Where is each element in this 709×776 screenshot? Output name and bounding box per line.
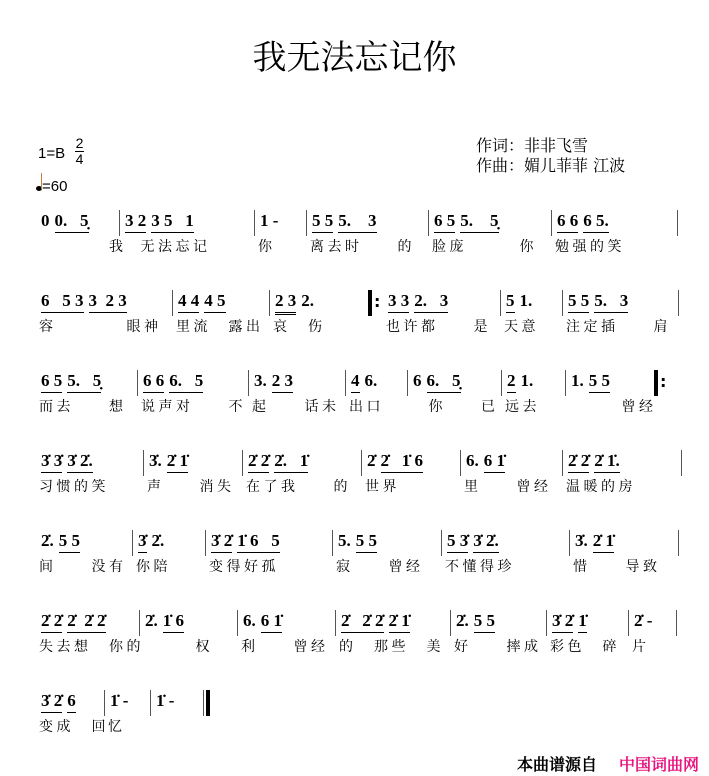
note-group: 2̇. <box>145 611 158 630</box>
lyric-text: 注定插 肩 <box>566 319 671 335</box>
note-group: 5. 3 <box>594 290 628 313</box>
barline <box>441 530 442 556</box>
measure-notes <box>388 290 453 313</box>
measure-notes <box>41 450 98 473</box>
note-group: 3̇. <box>149 451 162 470</box>
barline <box>104 690 105 716</box>
barline <box>428 210 429 236</box>
measure-notes <box>413 370 466 393</box>
measure <box>35 690 109 750</box>
barline <box>562 290 563 316</box>
measure <box>306 210 428 270</box>
measure-notes <box>41 370 106 393</box>
barline <box>237 610 238 636</box>
barline <box>254 210 255 236</box>
measure-notes <box>110 690 133 712</box>
measure <box>172 290 269 350</box>
note-group: 3̇. <box>575 531 588 550</box>
barline <box>269 290 270 316</box>
note-group: 5. <box>338 531 351 550</box>
measure-notes <box>557 210 614 233</box>
measure-notes <box>575 530 619 553</box>
measure-notes <box>571 370 615 393</box>
note-group: 2̇. 1̇ <box>274 450 308 473</box>
lyric-text: 离去时 的 <box>310 239 415 255</box>
barline <box>242 450 243 476</box>
measure-notes <box>138 530 169 553</box>
measure <box>248 370 345 430</box>
measure <box>150 690 203 750</box>
lyric-text: 曾经 <box>569 399 657 415</box>
lyric-text: 彩色 碎 <box>550 639 620 655</box>
measure-notes <box>145 610 189 633</box>
note-group: 1̇ - <box>156 691 175 710</box>
lyric-text: 忆 <box>108 719 126 735</box>
note-group: 6 6 <box>143 370 164 393</box>
final-barline-thick <box>206 690 210 716</box>
measure <box>104 690 150 750</box>
lyricist: 作词：非非飞雪 <box>476 136 589 155</box>
measure <box>441 530 569 590</box>
measure-notes <box>634 610 657 632</box>
lyric-text: 失去想 你的 <box>39 639 144 655</box>
note-group: 2̇ 2̇ 2̇ <box>341 610 384 633</box>
measure <box>254 210 306 270</box>
lyric-text: 里 曾经 <box>464 479 552 495</box>
measure <box>35 530 132 590</box>
note-group: 5 5 <box>59 530 80 553</box>
measure <box>569 530 678 590</box>
song-title: 我无法忘记你 <box>252 38 457 78</box>
lyric-text: 无法忘记 <box>123 239 211 255</box>
note-group: 5 5 <box>589 370 610 393</box>
repeat-start-barline <box>368 290 372 316</box>
barline <box>676 610 677 636</box>
note-group: 3̇ 3̇ <box>41 450 62 473</box>
final-barline-thin <box>203 690 204 716</box>
lyric-text: 不懂得珍 <box>445 559 515 575</box>
barline <box>139 610 140 636</box>
score-row <box>0 370 709 430</box>
lyric-text: 你陪 <box>136 559 171 575</box>
note-group: 6. <box>466 451 479 470</box>
measure <box>132 530 205 590</box>
measure-notes <box>568 450 625 473</box>
barline <box>460 450 461 476</box>
lyric-text: 天意 <box>504 319 539 335</box>
note-group: 2̇ 1̇ <box>389 610 410 633</box>
note-group: 2. <box>301 291 314 310</box>
note-group: 2̇ 1̇ <box>593 530 614 553</box>
measure <box>361 450 460 510</box>
measure <box>237 610 335 670</box>
barline <box>501 370 502 396</box>
barline <box>172 290 173 316</box>
note-group: 3 5 1 <box>151 210 194 233</box>
measure-notes <box>434 210 504 233</box>
note-group: 3 2 <box>125 210 146 233</box>
lyric-text: 的 那些 美 <box>339 639 444 655</box>
time-signature <box>75 136 84 167</box>
lyric-text: 变成 回 <box>39 719 109 735</box>
measure-notes <box>341 610 415 633</box>
measure-notes <box>143 370 208 393</box>
measure <box>242 450 361 510</box>
lyric-text: 权 <box>143 639 213 655</box>
score-row <box>0 450 709 510</box>
lyric-text: 间 没有 <box>39 559 127 575</box>
note-group: 6 6 <box>557 210 578 233</box>
measure <box>332 530 441 590</box>
measure-notes <box>552 610 592 633</box>
measure <box>562 450 681 510</box>
lyric-text: 利 曾经 <box>241 639 329 655</box>
repeat-start-barline <box>654 370 658 396</box>
measure <box>335 610 450 670</box>
measure <box>205 530 332 590</box>
measure-notes <box>338 530 382 553</box>
note-group: 5. 3 <box>338 210 376 233</box>
measure <box>407 370 501 430</box>
note-group: 3̇ 2̇. <box>473 530 499 553</box>
barline <box>500 290 501 316</box>
note-group: 5 3̇ <box>447 530 468 553</box>
barline <box>335 610 336 636</box>
note-group: 1̇ 6 5 <box>237 530 280 553</box>
note-group: 2. 3 <box>414 290 448 313</box>
note-group: 1̇ <box>578 610 587 633</box>
measure-notes <box>507 370 538 393</box>
note-group: 2̇ 2̇ <box>248 450 269 473</box>
lyric-text: 我 <box>39 239 127 255</box>
measure <box>372 290 500 350</box>
lyric-text: 而去 想 <box>39 399 127 415</box>
note-group: 6 1̇ <box>261 610 282 633</box>
note-group: 5 5 <box>312 210 333 233</box>
note-group: 2̇ - <box>634 611 653 630</box>
barline <box>205 530 206 556</box>
measure <box>450 610 546 670</box>
barline <box>546 610 547 636</box>
measure <box>143 450 242 510</box>
note-group: 6 <box>67 690 76 713</box>
measure <box>137 370 248 430</box>
measure-notes <box>248 450 313 473</box>
note-group: 5 5 <box>356 530 377 553</box>
lyric-text: 惜 导致 <box>573 559 661 575</box>
measure <box>345 370 407 430</box>
note-group: 1̇ 6 <box>163 610 184 633</box>
lyric-text: 远去 <box>505 399 540 415</box>
note-group: 2 3 <box>275 290 296 315</box>
measure-notes <box>125 210 199 233</box>
lyric-text: 起 话未 <box>252 399 340 415</box>
note-group: 6 5 <box>434 210 455 233</box>
note-group: 1. <box>571 371 584 390</box>
barline <box>132 530 133 556</box>
measure-notes <box>254 370 298 393</box>
note-group: 2̇. <box>151 531 165 550</box>
quarter-note-icon <box>36 186 42 191</box>
barline <box>143 450 144 476</box>
lyric-text: 片 <box>632 639 650 655</box>
barline <box>678 290 679 316</box>
note-group: 1. <box>520 371 534 390</box>
measure <box>562 290 678 350</box>
note-group: 0. 5̣ <box>55 210 89 233</box>
note-group: 6. 5 <box>169 370 203 393</box>
tempo-value: =60 <box>42 178 68 195</box>
barline <box>150 690 151 716</box>
barline <box>450 610 451 636</box>
score-row <box>0 210 709 270</box>
measure <box>139 610 237 670</box>
score-row <box>0 610 709 670</box>
time-signature-top: 2 <box>75 135 84 151</box>
score-row <box>0 290 709 350</box>
note-group: 2̇ 2̇ <box>41 610 62 633</box>
measure <box>501 370 565 430</box>
barline <box>678 530 679 556</box>
measure <box>500 290 562 350</box>
measure <box>628 610 676 670</box>
measure-notes <box>275 290 319 315</box>
note-group: 1 - <box>260 211 279 230</box>
note-group: 5 5 <box>568 290 589 313</box>
key-signature: 1=B <box>38 145 66 162</box>
note-group: 1̇ - <box>110 691 129 710</box>
barline <box>677 210 678 236</box>
note-group: 5. 5̣ <box>460 210 498 233</box>
note-group: 3̇ 2̇ <box>552 610 573 633</box>
measure-notes <box>367 450 428 473</box>
note-group: 4 5 <box>204 290 225 313</box>
score-row <box>0 530 709 590</box>
source-footer <box>517 752 699 775</box>
source-site-link[interactable]: 中国词曲网 <box>618 755 699 774</box>
time-signature-bottom: 4 <box>75 151 84 167</box>
note-group: 3 2 3 <box>89 290 127 313</box>
tempo-marking <box>36 178 67 195</box>
barline <box>407 370 408 396</box>
measure-notes <box>312 210 382 233</box>
barline <box>119 210 120 236</box>
measure-notes <box>211 530 285 553</box>
measure-notes <box>41 290 132 313</box>
note-group: 2̇ 1̇ 6 <box>381 450 424 473</box>
score-row <box>0 690 709 750</box>
measure <box>35 290 172 350</box>
note-group: 1. <box>519 291 533 310</box>
note-group: 2̇ 1̇ <box>167 450 188 473</box>
measure-notes <box>41 690 81 713</box>
measure-notes <box>568 290 633 313</box>
note-group: 2 3 <box>272 370 293 393</box>
measure <box>35 370 137 430</box>
barline <box>551 210 552 236</box>
measure <box>460 450 562 510</box>
measure <box>35 610 144 670</box>
repeat-dots: : <box>660 372 667 391</box>
lyric-text: 世界 <box>365 479 400 495</box>
note-group: 4 <box>351 370 360 393</box>
note-group: 2̇ 2̇ 2̇ <box>67 610 105 633</box>
measure-notes <box>243 610 287 633</box>
barline <box>332 530 333 556</box>
lyric-text: 声 消失 <box>147 479 235 495</box>
measure <box>428 210 551 270</box>
credits <box>476 136 625 176</box>
barline <box>569 530 570 556</box>
note-group: 5. 5̣ <box>67 370 101 393</box>
barline <box>681 450 682 476</box>
barline <box>248 370 249 396</box>
note-group: 5 <box>506 290 515 313</box>
note-group: 2̇. <box>456 611 469 630</box>
note-group: 6 <box>413 371 422 390</box>
lyric-text: 勉强的笑 <box>555 239 625 255</box>
lyric-text: 变得好孤 <box>209 559 279 575</box>
measure-notes <box>156 690 179 712</box>
note-group: 2̇. <box>41 531 54 550</box>
measure-notes <box>178 290 231 313</box>
lyric-text: 寂 曾经 <box>336 559 424 575</box>
note-group: 6 5 3 <box>41 290 84 313</box>
lyric-text: 哀 伤 <box>273 319 326 335</box>
lyric-text: 脸庞 你 <box>432 239 537 255</box>
lyric-text: 习惯的笑 <box>39 479 109 495</box>
measure-notes <box>456 610 500 633</box>
note-group: 6 5. <box>583 210 609 233</box>
note-group: 5 5 <box>474 610 495 633</box>
lyric-text: 也许都 是 <box>386 319 491 335</box>
measure <box>269 290 372 350</box>
measure-notes <box>466 450 510 473</box>
repeat-dots: : <box>374 292 381 311</box>
composer: 作曲：媚儿菲菲 江波 <box>476 156 626 175</box>
note-group: 3. <box>254 371 267 390</box>
note-group: 0 <box>41 211 50 230</box>
measure-notes <box>351 370 382 393</box>
note-group: 6. <box>243 611 256 630</box>
note-group: 6. 5̣ <box>427 370 461 393</box>
barline <box>306 210 307 236</box>
lyric-text: 里流 露出 <box>176 319 264 335</box>
lyric-text: 温暖的房 <box>566 479 636 495</box>
measure-notes <box>41 210 94 233</box>
note-group: 6 1̇ <box>484 450 505 473</box>
note-group: 3 3 <box>388 290 409 313</box>
measure-notes <box>41 610 111 633</box>
measure <box>551 210 677 270</box>
measure-notes <box>447 530 504 553</box>
note-group: 2̇ 1̇. <box>594 450 620 473</box>
measure-notes <box>506 290 537 313</box>
note-group: 3̇ 2̇. <box>67 450 93 473</box>
measure <box>35 450 143 510</box>
note-group: 2̇ 2̇ <box>568 450 589 473</box>
note-group: 3̇ <box>138 530 147 553</box>
note-group: 3̇ 2̇ <box>211 530 232 553</box>
note-group: 2̇ <box>367 451 376 470</box>
barline <box>137 370 138 396</box>
measure <box>35 210 127 270</box>
barline <box>361 450 362 476</box>
note-group: 6. <box>364 371 378 390</box>
measure <box>565 370 660 430</box>
note-group: 3̇ 2̇ <box>41 690 62 713</box>
barline <box>562 450 563 476</box>
barline <box>628 610 629 636</box>
measure <box>546 610 628 670</box>
note-group: 6 5 <box>41 370 62 393</box>
note-group: 4 4 <box>178 290 199 313</box>
lyric-text: 出口 <box>349 399 384 415</box>
lyric-text: 在了我 的 <box>246 479 351 495</box>
lyric-text: 你 <box>258 239 276 255</box>
barline <box>345 370 346 396</box>
source-label: 本曲谱源自 <box>516 755 597 774</box>
barline <box>565 370 566 396</box>
lyric-text: 好 摔成 <box>454 639 542 655</box>
lyric-text: 说声对 不 <box>141 399 246 415</box>
measure-notes <box>260 210 283 232</box>
measure-notes <box>41 530 85 553</box>
note-group: 2 <box>507 370 516 393</box>
lyric-text: 你 已 <box>411 399 499 415</box>
measure <box>119 210 254 270</box>
measure-notes <box>149 450 193 473</box>
lyric-text: 容 眼神 <box>39 319 162 335</box>
